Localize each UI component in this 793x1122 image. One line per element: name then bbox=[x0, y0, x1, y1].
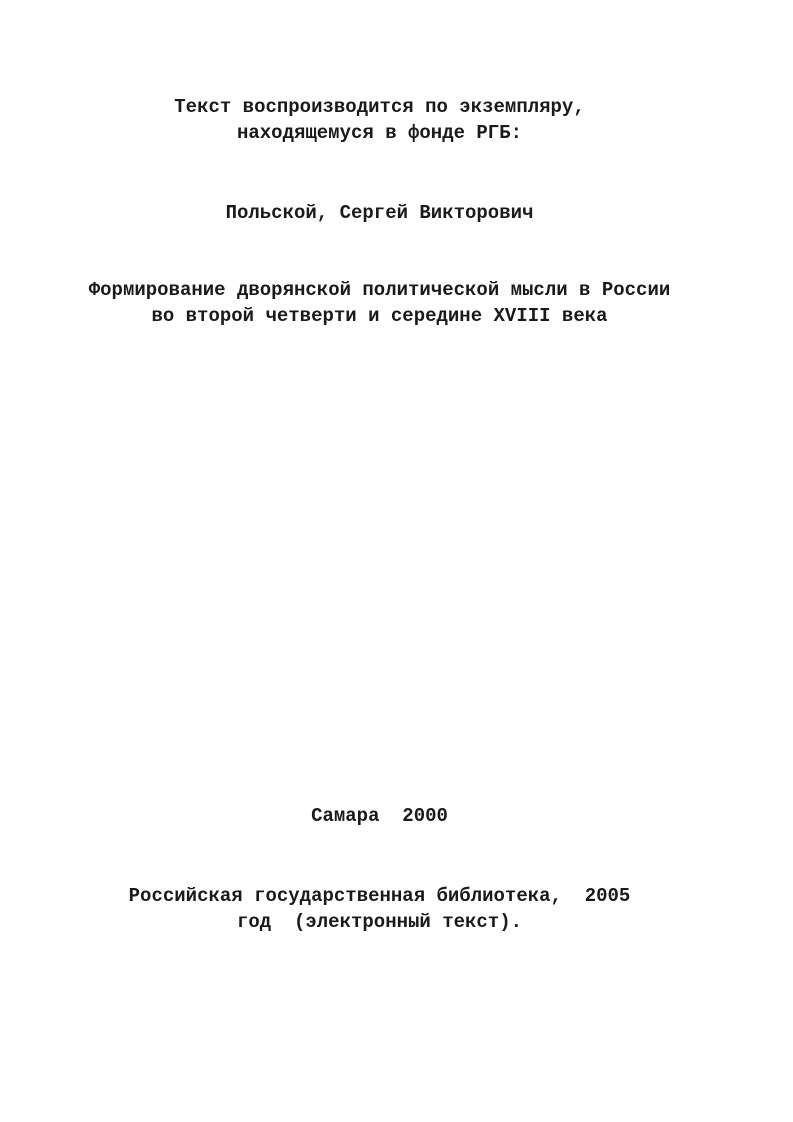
author-name bbox=[0, 200, 759, 226]
imprint bbox=[0, 803, 759, 829]
source-note-line-2: находящемуся в фонде РГБ: bbox=[236, 122, 523, 144]
title-line-2: во второй четверти и середине XVIII века bbox=[151, 305, 608, 327]
library-note-line-1: Российская государственная библиотека, 2005 bbox=[128, 885, 631, 907]
library-note-line-2: год (электронный текст). bbox=[236, 911, 523, 933]
library-note bbox=[0, 883, 759, 935]
imprint-line: Самара 2000 bbox=[311, 805, 448, 827]
title-line-1: Формирование дворянской политической мысли в России bbox=[88, 279, 671, 301]
author-line: Польской, Сергей Викторович bbox=[225, 202, 534, 224]
source-note bbox=[0, 94, 759, 146]
source-note-line-1: Текст воспроизводится по экземпляру, bbox=[174, 96, 585, 118]
document-title bbox=[0, 277, 759, 329]
